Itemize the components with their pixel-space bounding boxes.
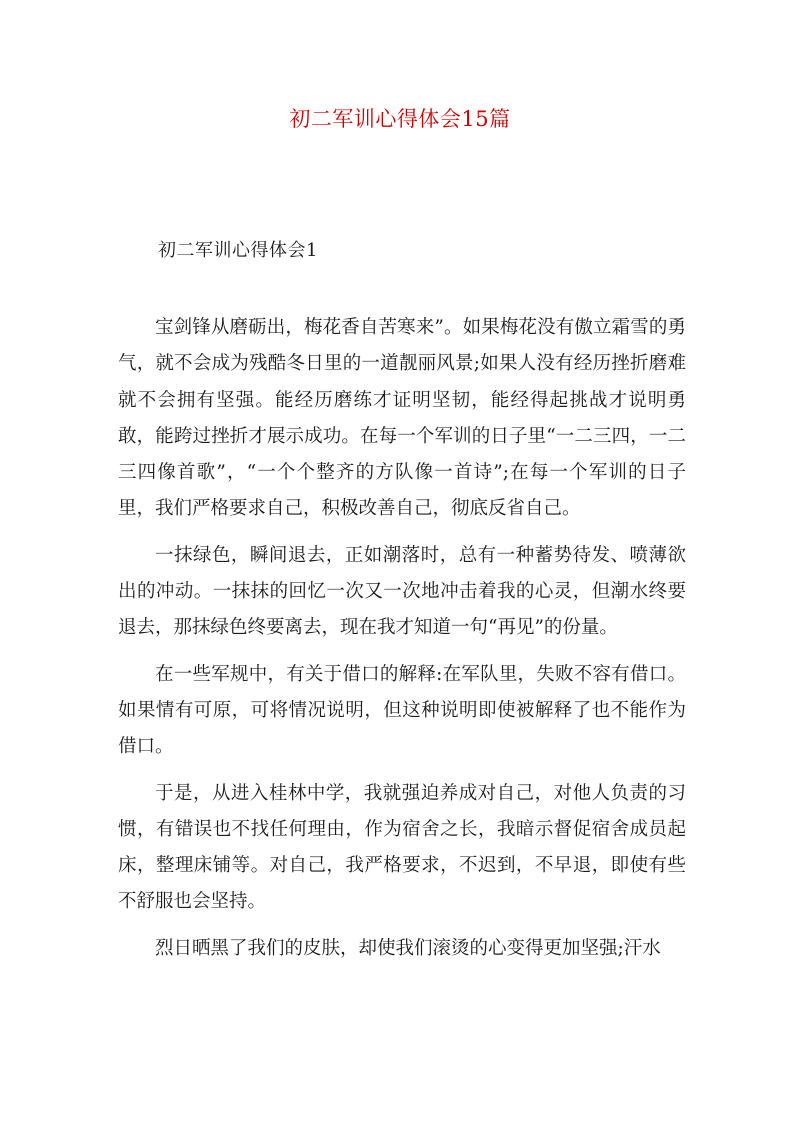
paragraph: 烈日晒黑了我们的皮肤，却使我们滚烫的心变得更加坚强;汗水 (155, 937, 661, 959)
body-text (118, 310, 686, 977)
paragraph: 宝剑锋从磨砺出，梅花香自苦寒来”。如果梅花没有傲立霜雪的勇气，就不会成为残酷冬日里的一道靓丽风景;如果人没有经历挫折磨难就不会拥有坚强。能经历磨练才证明坚韧，能经得起挑战才说明勇敢，能跨过挫折才展示成功。在每一个军训的日子里“一二三四，一二三四像首歌”，“一个个整齐的方队像一首诗”;在每一个军训的日子里，我们严格要求自己，积极改善自己，彻底反省自己。 (118, 317, 686, 520)
section-heading: 初二军训心得体会1 (158, 240, 318, 261)
paragraph: 一抹绿色，瞬间退去，正如潮落时，总有一种蓄势待发、喷薄欲出的冲动。一抹抹的回忆一次又一次地冲击着我的心灵，但潮水终要退去，那抹绿色终要离去，现在我才知道一句“再见”的份量。 (118, 544, 686, 639)
paragraph: 于是，从进入桂林中学，我就强迫养成对自己，对他人负责的习惯，有错误也不找任何理由，作为宿舍之长，我暗示督促宿舍成员起床，整理床铺等。对自己，我严格要求，不迟到，不早退，即使有些不舒服也会坚持。 (118, 782, 686, 913)
paragraph: 在一些军规中，有关于借口的解释:在军队里，失败不容有借口。如果情有可原，可将情况说明，但这种说明即使被解释了也不能作为借口。 (118, 663, 686, 758)
document-title: 初二军训心得体会15篇 (289, 107, 511, 131)
